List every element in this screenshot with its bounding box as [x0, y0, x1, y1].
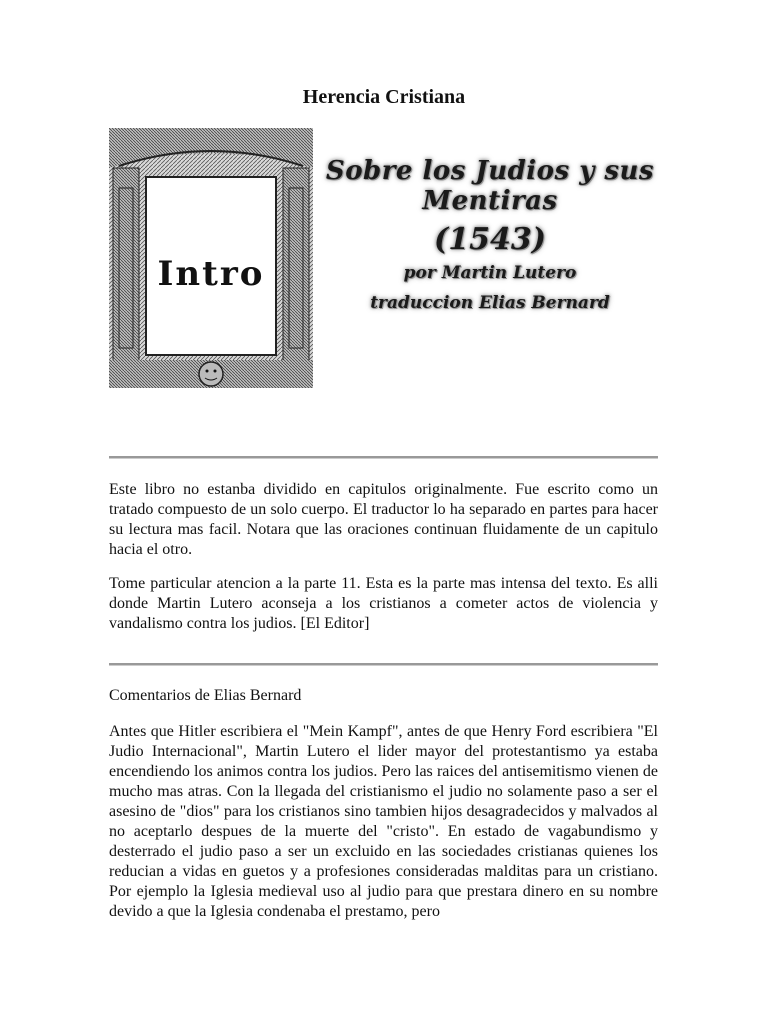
gothic-year-line: (1543) [434, 222, 546, 257]
editor-note-paragraph: Tome particular atencion a la parte 11. Esta es la parte mas intensa del texto. Es alli donde Martin Lutero aconseja a los cristianos a cometer actos de violencia y vandalismo contra los judios. [El Editor] [109, 575, 658, 632]
comments-paragraph: Antes que Hitler escribiera el "Mein Kampf", antes de que Henry Ford escribiera "El Judio Internacional", Martin Lutero el lider mayor del protestantismo ya estaba encendiendo los animos contra los judios. Pero las raices del antisemitismo vienen de mucho mas atras. Con la llegada del cristianismo el judio no solamente paso a ser el asesino de "dios" para los cristianos sino tambien hijos desagradecidos y malvados al no aceptarlo despues de la muerte del "cristo". En estado de vagabundismo y desterrado el judio paso a ser un excluido en las sociedades cristianas quienes los reducian a vidas en guetos y a profesiones consideradas malditas para un cristiano. Por ejemplo la Iglesia medieval uso al judio para que prestara dinero en su nombre devido a que la Iglesia condenaba el prestamo, pero [109, 723, 658, 920]
comments-heading: Comentarios de Elias Bernard [109, 687, 302, 704]
intro-panel [145, 176, 277, 356]
gothic-translator-line: traduccion Elias Bernard [370, 293, 610, 313]
gothic-title-line: Sobre los Judios y sus Mentiras [325, 156, 655, 216]
page-title: Herencia Cristiana [302, 86, 466, 108]
divider-rule [109, 663, 658, 666]
gothic-author-line: por Martin Lutero [403, 263, 577, 283]
intro-woodcut-image [109, 128, 313, 388]
gothic-title-block [318, 140, 662, 313]
intro-word: Intro [157, 254, 265, 294]
intro-paragraph: Este libro no estanba dividido en capitulos originalmente. Fue escrito como un tratado compuesto de un solo cuerpo. El traductor lo ha separado en partes para hacer su lectura mas facil. Notara que las oraciones continuan fluidamente de un capitulo hacia el otro. [109, 481, 658, 558]
divider-rule [109, 456, 658, 459]
